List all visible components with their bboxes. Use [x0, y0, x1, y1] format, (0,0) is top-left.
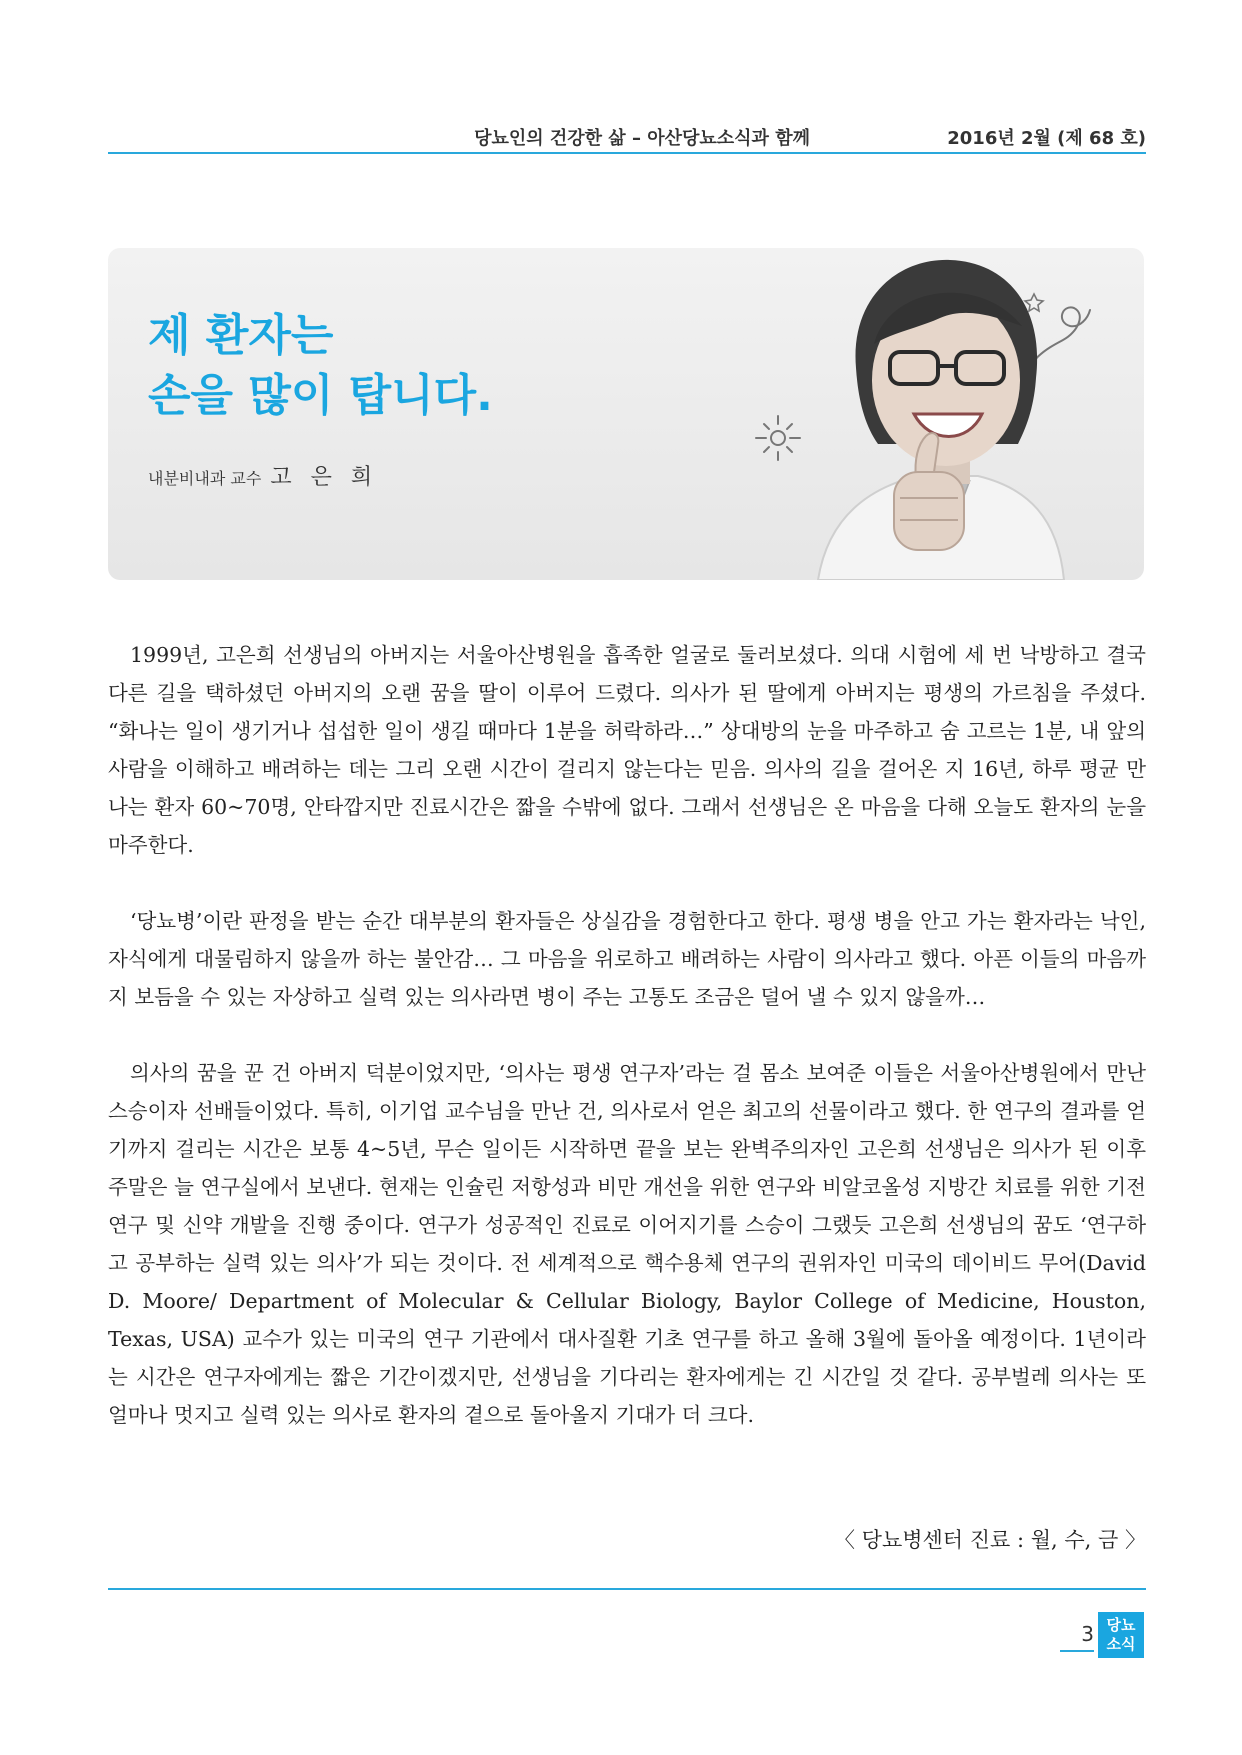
title-line-2: 손을 많이 탑니다.	[148, 370, 493, 421]
article-paragraph-1: 1999년, 고은희 선생님의 아버지는 서울아산병원을 흡족한 얼굴로 둘러보셨다. 의대 시험에 세 번 낙방하고 결국 다른 길을 택하셨던 아버지의 오랜 꿈을 딸이 이루어 드렸다. 의사가 된 딸에게 아버지는 평생의 가르침을 주셨다. “화나는 일이 생기거나 섭섭한 일이 생길 때마다 1분을 허락하라…” 상대방의 눈을 마주하고 숨 고르는 1분, 내 앞의 사람을 이해하고 배려하는 데는 그리 오랜 시간이 걸리지 않는다는 믿음. 의사의 길을 걸어온 지 16년, 하루 평균 만나는 환자 60~70명, 안타깝지만 진료시간은 짧을 수밖에 없다. 그래서 선생님은 온 마음을 다해 오늘도 환자의 눈을 마주한다.	[108, 643, 1146, 857]
hero-banner	[108, 248, 1144, 580]
article-paragraph-2: ‘당뇨병’이란 판정을 받는 순간 대부분의 환자들은 상실감을 경험한다고 한다. 평생 병을 안고 가는 환자라는 낙인, 자식에게 대물림하지 않을까 하는 불안감… 그 마음을 위로하고 배려하는 사람이 의사라고 했다. 아픈 이들의 마음까지 보듬을 수 있는 자상하고 실력 있는 의사라면 병이 주는 고통도 조금은 덜어 낼 수 있지 않을까…	[108, 909, 1146, 1009]
byline	[148, 460, 378, 491]
page-header	[108, 118, 1146, 154]
issue-label: 2016년 2월 (제 68 호)	[947, 128, 1146, 149]
page-number: 3	[1060, 1616, 1094, 1652]
sparkle-icon	[756, 416, 800, 460]
article-body	[108, 636, 1146, 1434]
article-paragraph-3: 의사의 꿈을 꾼 건 아버지 덕분이었지만, ‘의사는 평생 연구자’라는 걸 몸소 보여준 이들은 서울아산병원에서 만난 스승이자 선배들이었다. 특히, 이기업 교수님을 만난 건, 의사로서 얻은 최고의 선물이라고 했다. 한 연구의 결과를 얻기까지 걸리는 시간은 보통 4~5년, 무슨 일이든 시작하면 끝을 보는 완벽주의자인 고은희 선생님은 의사가 된 이후 주말은 늘 연구실에서 보낸다. 현재는 인슐린 저항성과 비만 개선을 위한 연구와 비알코올성 지방간 치료를 위한 기전 연구 및 신약 개발을 진행 중이다. 연구가 성공적인 진료로 이어지기를 스승이 그랬듯 고은희 선생님의 꿈도 ‘연구하고 공부하는 실력 있는 의사’가 되는 것이다. 전 세계적으로 핵수용체 연구의 권위자인 미국의 데이비드 무어(David D. Moore/ Department of Molecular & Cellular Biology, Baylor College of Medicine, Houston, Texas, USA) 교수가 있는 미국의 연구 기관에서 대사질환 기초 연구를 하고 올해 3월에 돌아올 예정이다. 1년이라는 시간은 연구자에게는 짧은 기간이겠지만, 선생님을 기다리는 환자에게는 긴 시간일 것 같다. 공부벌레 의사는 또 얼마나 멋지고 실력 있는 의사로 환자의 곁으로 돌아올지 기대가 더 크다.	[108, 1061, 1146, 1427]
article-title	[148, 306, 493, 426]
byline-name: 고 은 희	[270, 465, 379, 490]
newsletter-badge	[1098, 1612, 1144, 1658]
publication-title: 당뇨인의 건강한 삶 – 아산당뇨소식과 함께	[474, 128, 810, 149]
clinic-schedule-note: 〈 당뇨병센터 진료 : 월, 수, 금 〉	[833, 1528, 1146, 1552]
footer-divider	[108, 1588, 1146, 1590]
badge-line-1: 당뇨	[1106, 1616, 1136, 1634]
title-line-1: 제 환자는	[148, 310, 334, 361]
doctor-portrait	[678, 248, 1144, 580]
byline-role: 내분비내과 교수	[148, 469, 262, 488]
badge-line-2: 소식	[1106, 1635, 1136, 1653]
